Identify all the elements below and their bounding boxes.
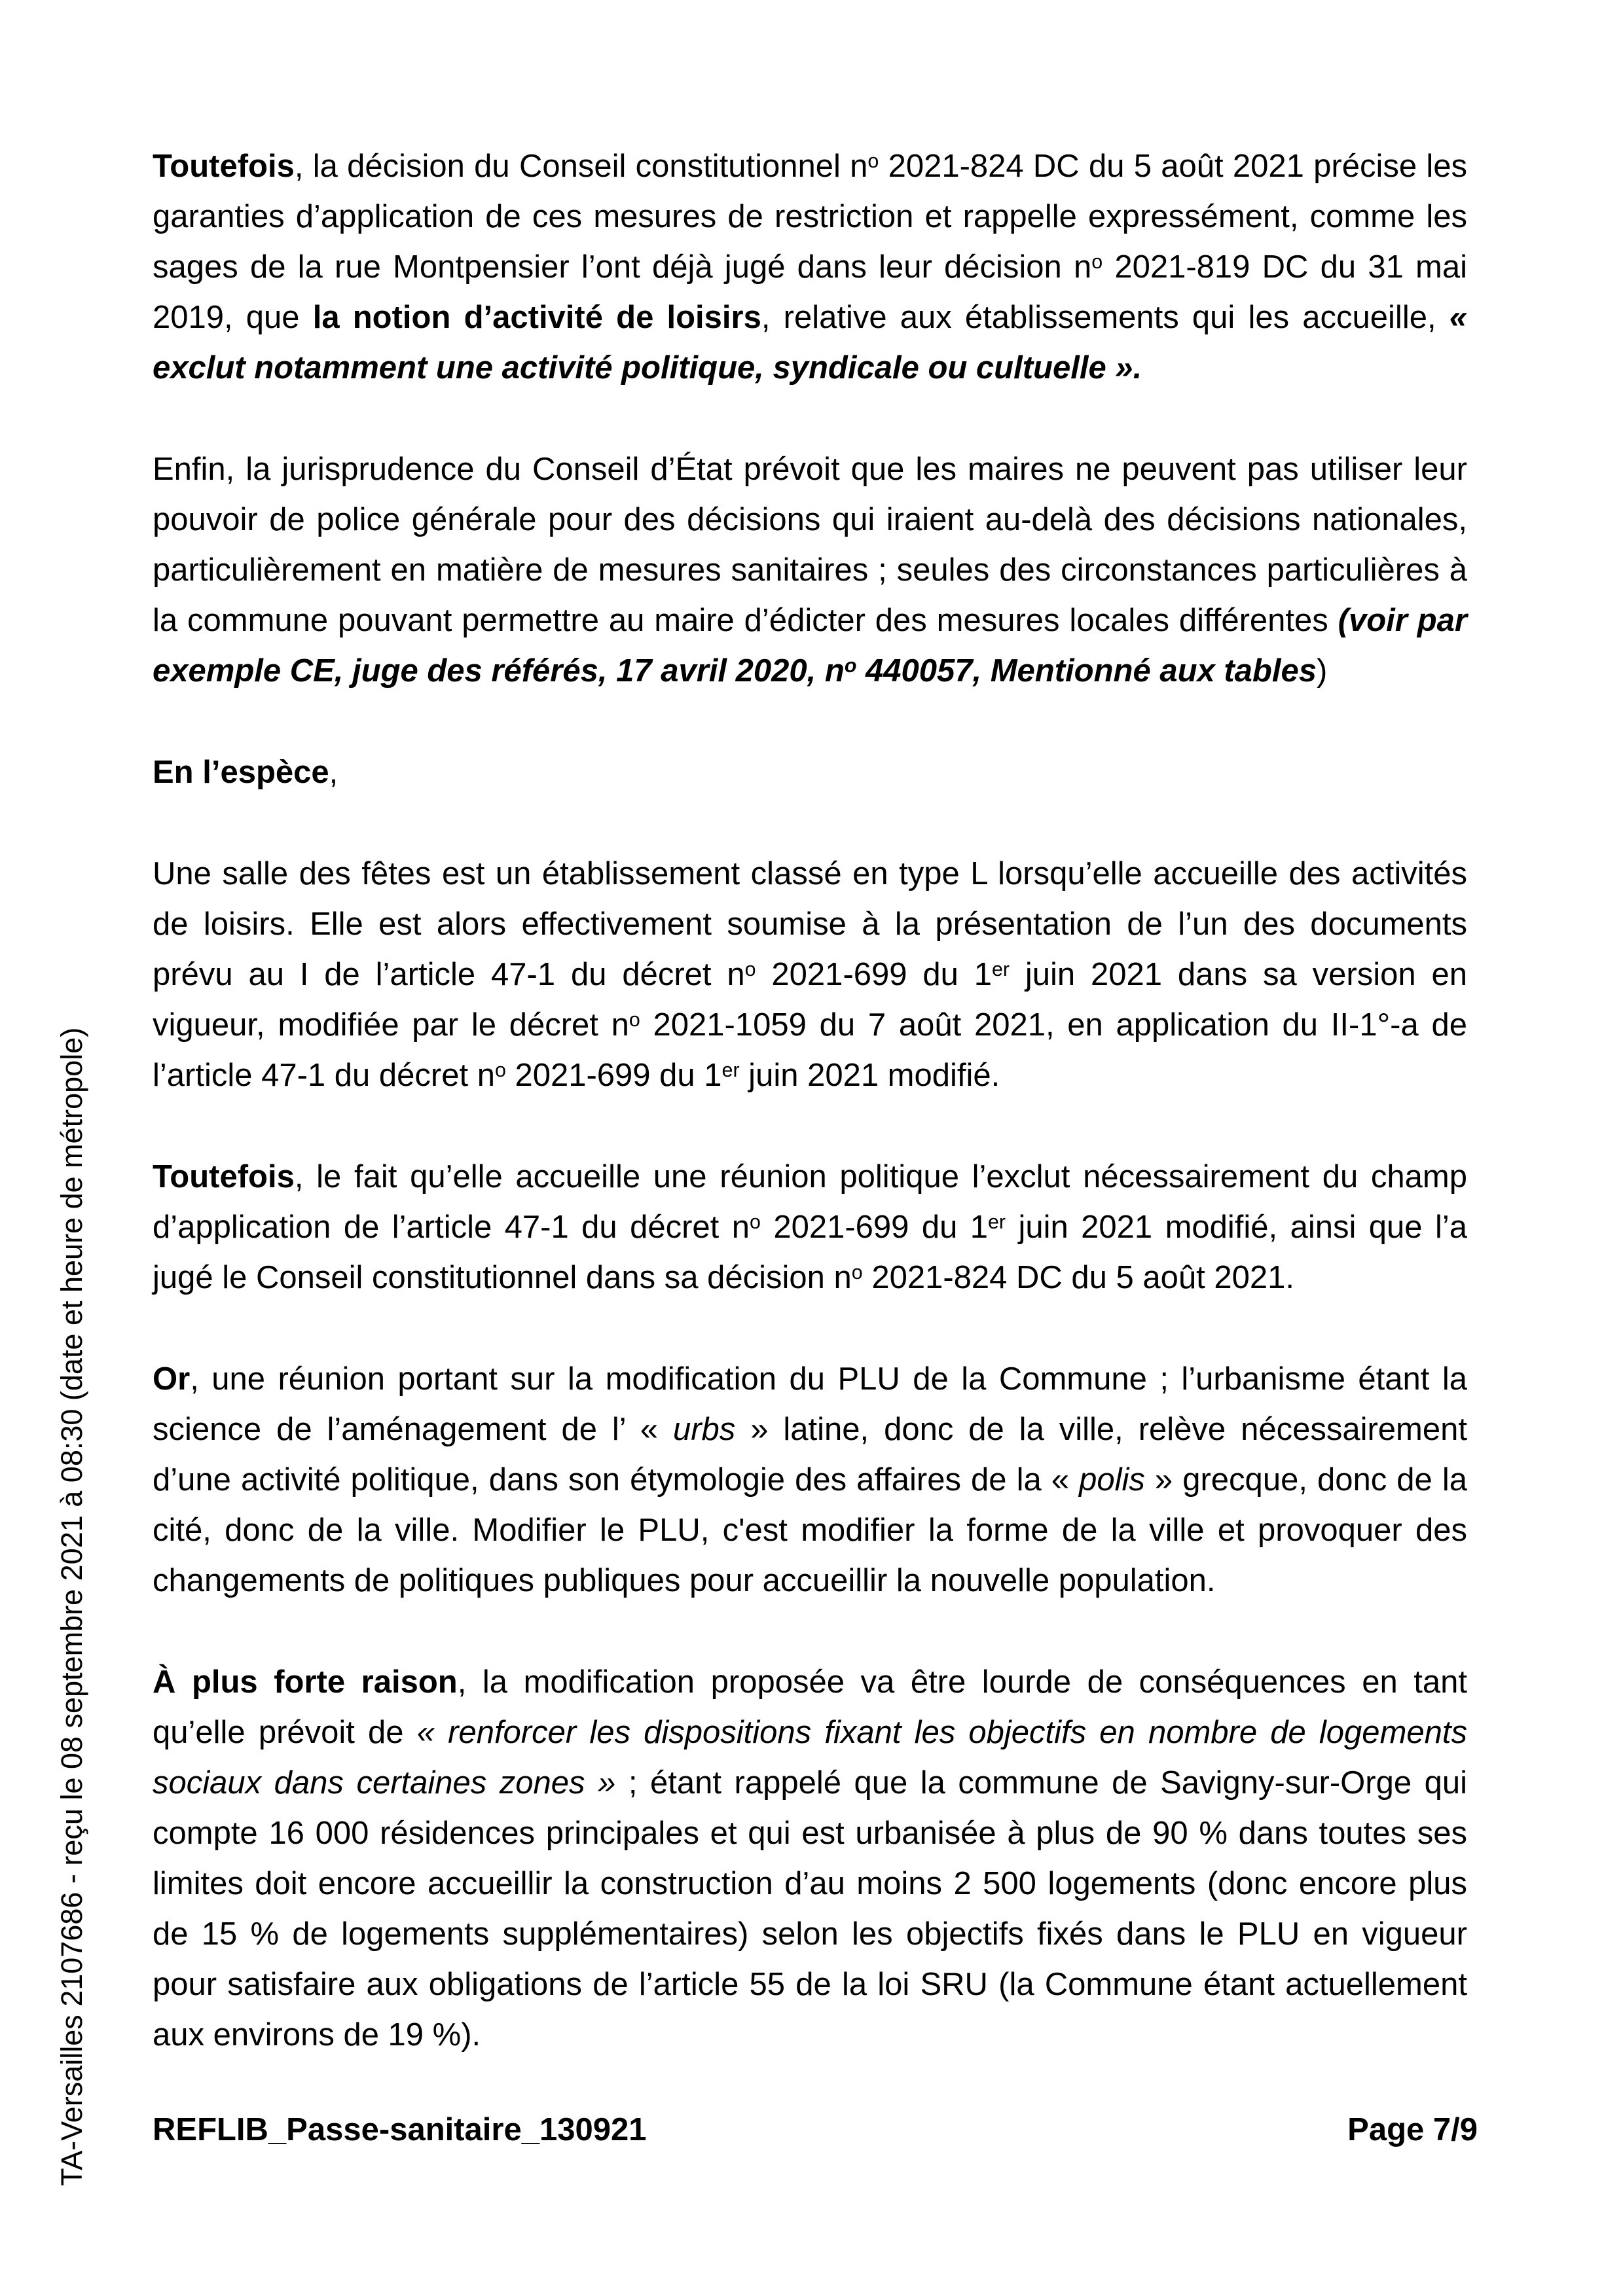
court-receipt-stamp-vertical: TA-Versailles 2107686 - reçu le 08 septembre 2021 à 08:30 (date et heure de métropole) [55, 1027, 88, 2186]
footer-page-number: Page 7/9 [1347, 2112, 1478, 2147]
paragraph-en-lespece: En l’espèce, [153, 755, 338, 790]
paragraph-toutefois-reunion: Toutefois, le fait qu’elle accueille une réunion politique l’exclut nécessairement du champ d’application de l’article 47-1 du décret $n^o$ 2021-699 du 1er juin 2021 modifié, ainsi que l’a jugé le Conseil constitutionnel dans sa décision $n^o$ 2021-824 DC du 5 août 2021. [153, 1159, 1467, 1295]
paragraph-a-plus-forte-raison: À plus forte raison, la modification proposée va être lourde de conséquences en tant qu’elle prévoit de « renforcer les dispositions fixant les objectifs en nombre de logements sociaux dans certaines zones » ; étant rappelé que la commune de Savigny-sur-Orge qui compte 16 000 résidences principales et qui est urbanisée à plus de 90 % dans toutes ses limites doit encore accueillir la construction d’au moins 2 500 logements (donc encore plus de 15 % de logements supplémentaires) selon les objectifs fixés dans le PLU en vigueur pour satisfaire aux obligations de l’article 55 de la loi SRU (la Commune étant actuellement aux environs de 19 %). [153, 1664, 1468, 2053]
page-footer [153, 2110, 1478, 2149]
paragraph-enfin-jurisprudence: Enfin, la jurisprudence du Conseil d’État prévoit que les maires ne peuvent pas utiliser leur pouvoir de police générale pour des décisions qui iraient au-delà des décisions nationales, particulièrement en matière de mesures sanitaires ; seules des circonstances particulières à la commune pouvant permettre au maire d’édicter des mesures locales différentes (voir par exemple CE, juge des référés, 17 avril 2020, $n^o$ 440057, Mentionné aux tables) [153, 452, 1467, 689]
paragraph-toutefois-decision: Toutefois, la décision du Conseil constitutionnel $n^o$ 2021-824 DC du 5 août 2021 précise les garanties d’application de ces mesures de restriction et rappelle expressément, comme les sages de la rue Montpensier l’ont déjà jugé dans leur décision $n^o$ 2021-819 DC du 31 mai 2019, que la notion d’activité de loisirs, relative aux établissements qui les accueille, « exclut notamment une activité politique, syndicale ou cultuelle ». [153, 149, 1468, 386]
paragraph-salle-des-fetes: Une salle des fêtes est un établissement classé en type L lorsqu’elle accueille des activités de loisirs. Elle est alors effectivement soumise à la présentation de l’un des documents prévu au I de l’article 47-1 du décret $n^o$ 2021-699 du 1er juin 2021 dans sa version en vigueur, modifiée par le décret $n^o$ 2021-1059 du 7 août 2021, en application du II-1°-a de l’article 47-1 du décret $n^o$ 2021-699 du 1er juin 2021 modifié. [153, 856, 1468, 1093]
paragraph-or-modification-plu: Or, une réunion portant sur la modification du PLU de la Commune ; l’urbanisme étant la science de l’aménagement de l’ « urbs » latine, donc de la ville, relève nécessairement d’une activité politique, dans son étymologie des affaires de la « polis » grecque, donc de la cité, donc de la ville. Modifier le PLU, c'est modifier la forme de la ville et provoquer des changements de politiques publiques pour accueillir la nouvelle population. [153, 1361, 1467, 1598]
document-body [153, 141, 1467, 2111]
footer-document-reference: REFLIB_Passe-sanitaire_130921 [153, 2112, 647, 2147]
